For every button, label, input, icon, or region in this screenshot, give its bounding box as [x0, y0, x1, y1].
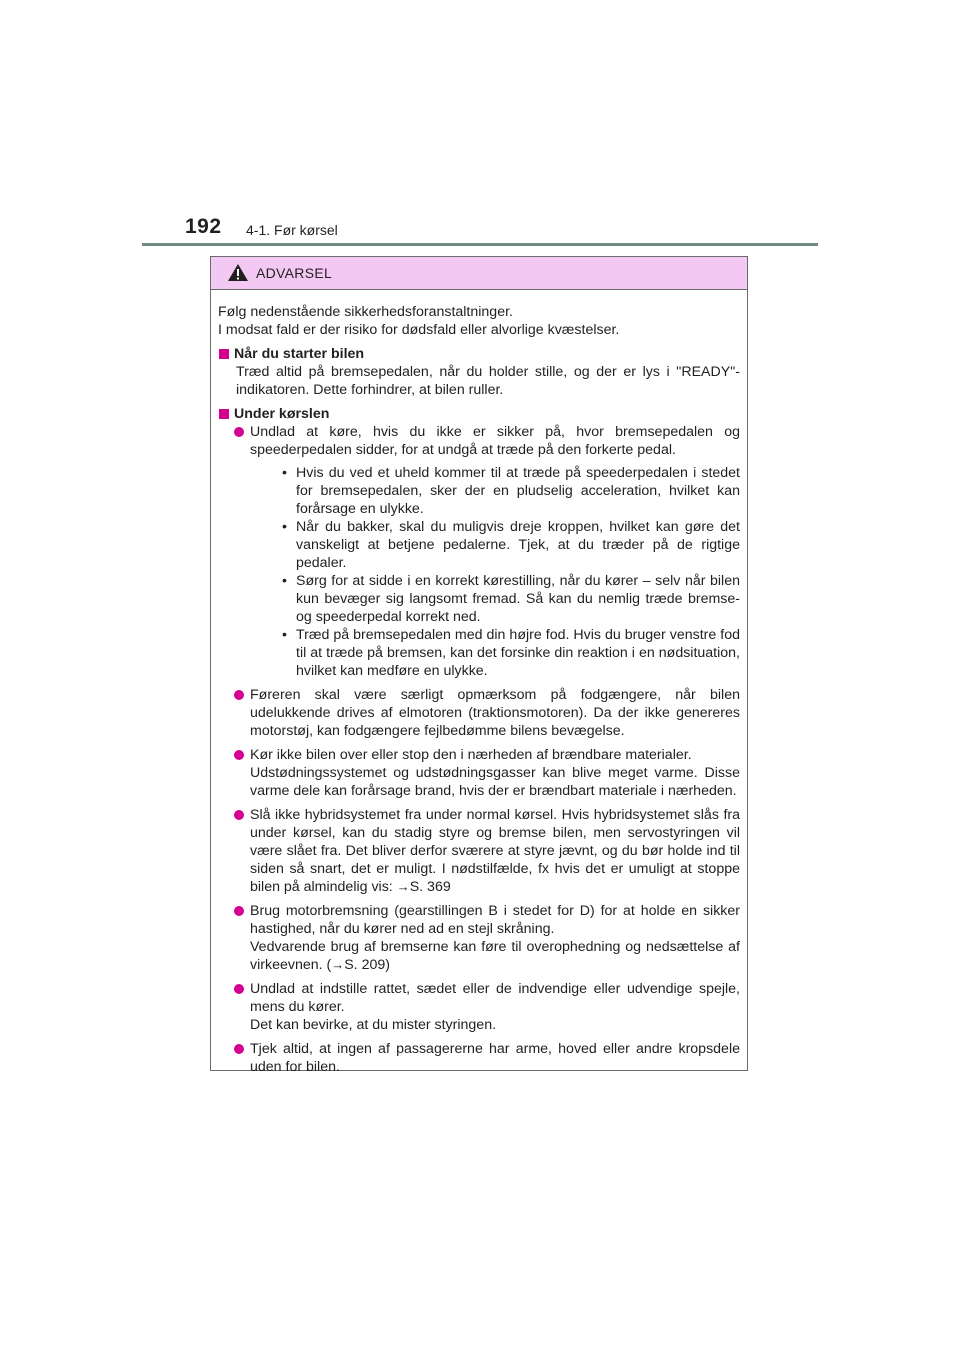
- list-item-text: Kør ikke bilen over eller stop den i nærheden af brændbare materialer.: [250, 747, 692, 763]
- list-item-text: [250, 806, 740, 896]
- sub-list-item-text: Når du bakker, skal du muligvis dreje kroppen, hvilket kan gøre det vanskeligt at betjene pedalerne. Tjek, at du træder på de rigtige pedaler.: [296, 519, 740, 571]
- list-item-text: Tjek altid, at ingen af passagererne har arme, hoved eller andre kropsdele uden for bilen.: [250, 1041, 740, 1075]
- sub-list-item: [250, 518, 740, 572]
- list-item: [218, 746, 740, 800]
- square-bullet-icon: [219, 409, 229, 419]
- circle-bullet-icon: [234, 1044, 244, 1054]
- intro-line-2: I modsat fald er der risiko for dødsfald eller alvorlige kvæstelser.: [218, 322, 620, 338]
- intro-line-1: Følg nedenstående sikkerhedsforanstaltninger.: [218, 304, 513, 320]
- bullet-dot-icon: •: [282, 627, 287, 643]
- list-item-text: Undlad at indstille rattet, sædet eller de indvendige eller udvendige spejle, mens du kører.: [250, 981, 740, 1015]
- page-reference: S. 209): [344, 957, 390, 973]
- warning-triangle-icon: [227, 263, 249, 282]
- sub-list-item-text: Hvis du ved et uheld kommer til at træde på speederpedalen i stedet for bremsepedalen, sker der en pludselig acceleration, hvilket kan forårsage en ulykke.: [296, 465, 740, 517]
- sub-list-item-text: Træd på bremsepedalen med din højre fod. Hvis du bruger venstre fod til at træde på bremsen, kan det forsinke din reaktion i en nødsituation, hvilket kan medføre en ulykke.: [296, 627, 740, 679]
- warning-header: [211, 257, 747, 290]
- arrow-right-icon: →: [331, 957, 345, 972]
- circle-bullet-icon: [234, 984, 244, 994]
- circle-bullet-icon: [234, 750, 244, 760]
- bullet-dot-icon: •: [282, 519, 287, 535]
- sub-list-item-text: Sørg for at sidde i en korrekt kørestilling, når du kører – selv når bilen kun bevæger sig langsomt fremad. Så kan du nemlig træde bremse- og speederpedal korrekt ned.: [296, 573, 740, 625]
- list-item-text: Føreren skal være særligt opmærksom på fodgængere, når bilen udelukkende drives af elmotoren (traktionsmotoren). Da der ikke genereres motorstøj, kan fodgængere fejlbedømme bilens bevægelse.: [250, 687, 740, 739]
- list-item-text: [250, 938, 740, 974]
- warning-box: [210, 256, 748, 1075]
- list-item: [218, 686, 740, 740]
- list-item: [218, 902, 740, 974]
- list-item: [218, 806, 740, 896]
- circle-bullet-icon: [234, 906, 244, 916]
- list-item: [218, 423, 740, 680]
- sub-list-item: [250, 626, 740, 680]
- section-heading-text: Når du starter bilen: [234, 346, 365, 362]
- section-heading-text: Under kørslen: [234, 406, 330, 422]
- page-reference: S. 369: [409, 879, 451, 895]
- page-number: 192: [185, 215, 222, 238]
- circle-bullet-icon: [234, 810, 244, 820]
- list-item-text-part: Vedvarende brug af bremserne kan føre til overophedning og nedsættelse af virkeevnen. (: [250, 939, 740, 973]
- list-item-text: Undlad at køre, hvis du ikke er sikker på, hvor bremsepedalen og speederpedalen sidder, for at undgå at træde på den forkerte pedal.: [250, 424, 740, 458]
- list-item-text: Det kan bevirke, at du mister styringen.: [250, 1017, 497, 1033]
- sub-list-item: [250, 464, 740, 518]
- circle-bullet-icon: [234, 427, 244, 437]
- section-title: 4-1. Før kørsel: [246, 222, 338, 238]
- list-item-text: Brug motorbremsning (gearstillingen B i stedet for D) for at holde en sikker hastighed, når du kører ned ad en stejl skråning.: [250, 903, 740, 937]
- arrow-right-icon: →: [396, 879, 410, 894]
- list-item: [218, 1040, 740, 1076]
- warning-body: [211, 290, 747, 1076]
- header-rule: [142, 243, 818, 246]
- section-text-starting: Træd altid på bremsepedalen, når du holder stille, og der er lys i "READY"-indikatoren. Dette forhindrer, at bilen ruller.: [236, 364, 740, 398]
- section-heading-driving: [218, 405, 740, 423]
- section-heading-starting: [218, 345, 740, 363]
- list-item: [218, 980, 740, 1034]
- warning-title: ADVARSEL: [256, 265, 333, 281]
- list-item-text-part: Slå ikke hybridsystemet fra under normal kørsel. Hvis hybridsystemet slås fra under kørsel, kan du stadig styre og bremse bilen, men servostyringen vil være slået fra. Det bliver derfor sværere at styre jævnt, og du bør holde ind til siden så snart, det er muligt. I nødstilfælde, fx hvis det er umuligt at stoppe bilen på almindelig vis:: [250, 807, 740, 895]
- sub-list-item: [250, 572, 740, 626]
- list-item-text: Udstødningssystemet og udstødningsgasser kan blive meget varme. Disse varme dele kan forårsage brand, hvis der er brændbart materiale i nærheden.: [250, 765, 740, 799]
- square-bullet-icon: [219, 349, 229, 359]
- bullet-dot-icon: •: [282, 573, 287, 589]
- bullet-dot-icon: •: [282, 465, 287, 481]
- sub-list: [250, 464, 740, 680]
- circle-bullet-icon: [234, 690, 244, 700]
